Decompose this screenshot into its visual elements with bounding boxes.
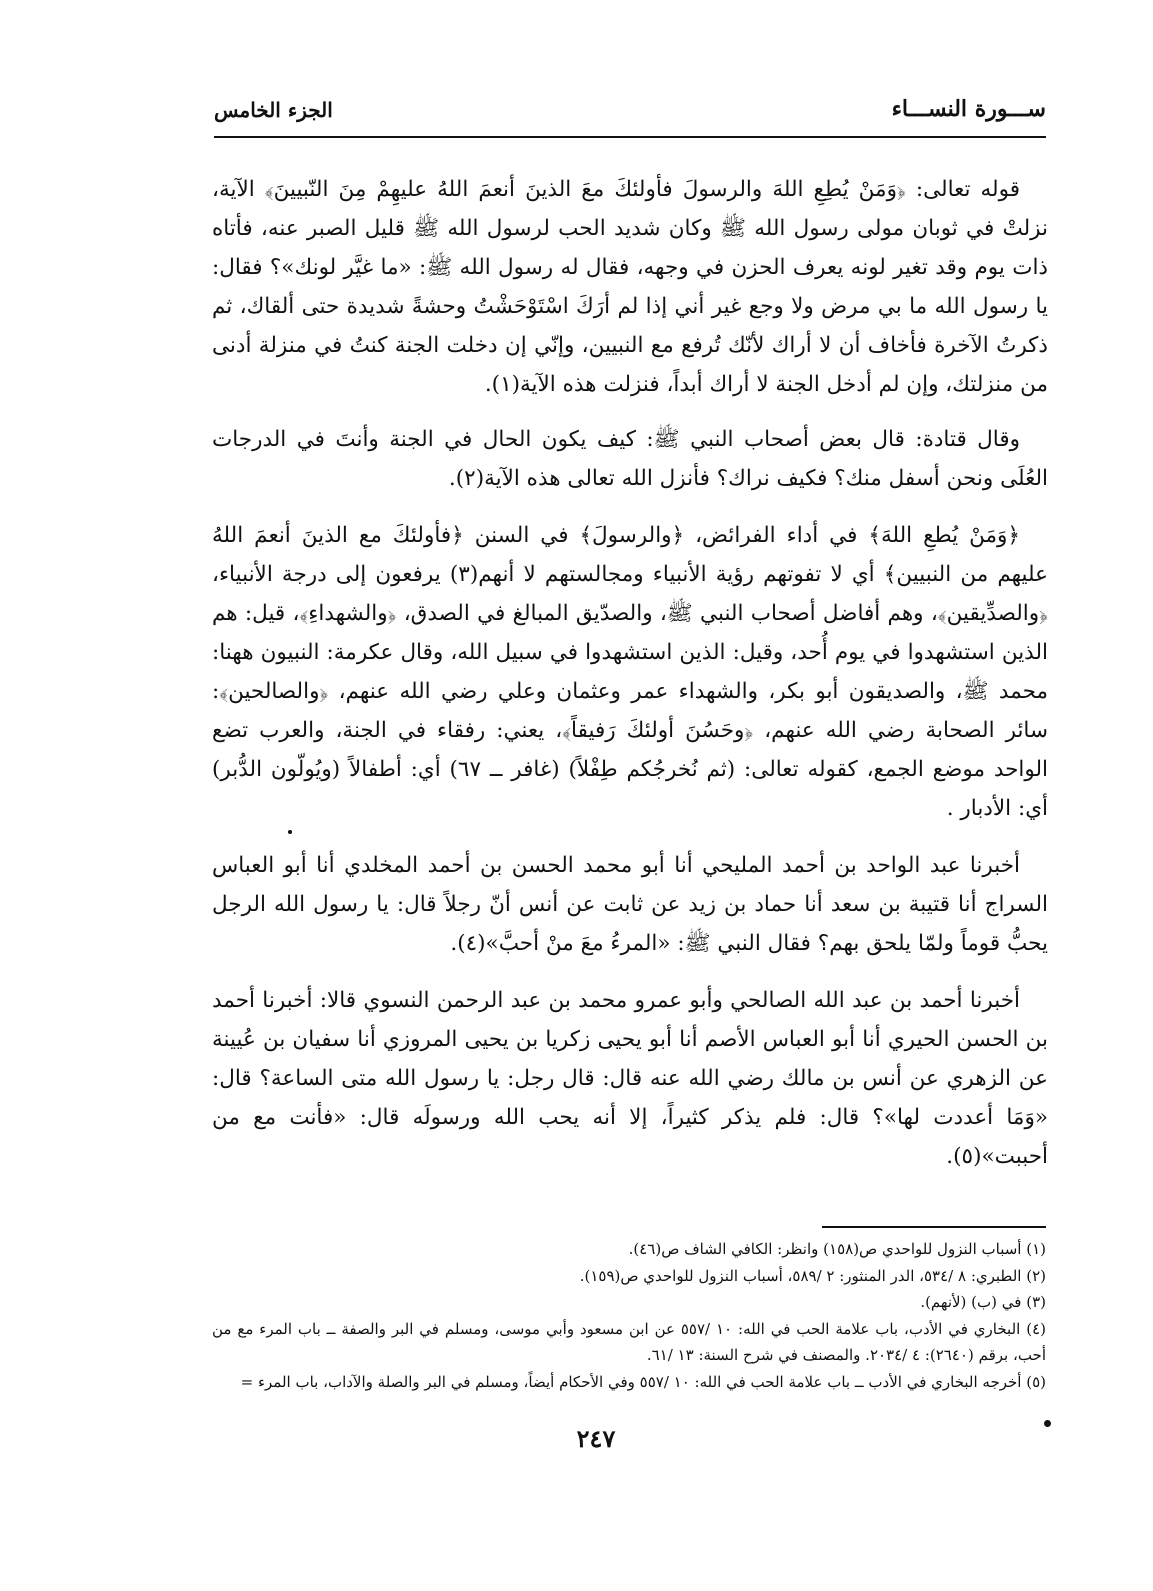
page-number: ٢٤٧ [576,1424,616,1453]
paragraph-5: أخبرنا أحمد بن عبد الله الصالحي وأبو عمرو محمد بن عبد الرحمن النسوي قالا: أخبرنا أحمد بن الحسن الحيري أنا أبو العباس الأصم أنا أبو يحيى زكريا بن يحيى المروزي أنا سفيان بن عُيينة عن الزهري عن أنس بن مالك رضي الله عنه قال: قال رجل: يا رسول الله متى الساعة؟ قال: «وَمَا أعددت لها»؟ قال: فلم يذكر كثيراً، إلا أنه يحب الله ورسولَه قال: «فأنت مع من أحببت»(٥). [212,988,1048,1169]
footnote-1: (١) أسباب النزول للواحدي ص(١٥٨) وانظر: الكافي الشاف ص(٤٦). [628,1240,1046,1258]
paragraph-1: قوله تعالى: ﴿وَمَنْ يُطِعِ اللهَ والرسولَ فأولئكَ معَ الذينَ أنعمَ اللهُ عليهِمْ مِنَ النّبيينَ﴾ الآية، نزلتْ في ثوبان مولى رسول الله ﷺ وكان شديد الحب لرسول الله ﷺ قليل الصبر عنه، فأتاه ذات يوم وقد تغير لونه يعرف الحزن في وجهه، فقال له رسول الله ﷺ: «ما غيَّر لونك»؟ فقال: يا رسول الله ما بي مرض ولا وجع غير أني إذا لم أرَكَ اسْتَوْحَشْتُ وحشةً شديدة حتى ألقاك، ثم ذكرتُ الآخرة فأخاف أن لا أراك لأنّك تُرفع مع النبيين، وإنّي إن دخلت الجنة كنتُ في منزلة أدنى من منزلتك، وإن لم أدخل الجنة لا أراك أبداً، فنزلت هذه الآية(١). [212,177,1048,397]
footnote-4: (٤) البخاري في الأدب، باب علامة الحب في الله: ١٠ /٥٥٧ عن ابن مسعود وأبي موسى، ومسلم في البر والصفة ــ باب المرء مع من أحب، برقم (٢٦٤٠): ٤ /٢٠٣٤. والمصنف في شرح السنة: ١٣ /٦١. [212,1319,1046,1364]
part-title: الجزء الخامس [214,98,333,122]
footnote-divider [822,1226,1046,1228]
scan-dot-mark [1044,1420,1051,1427]
footnote-2: (٢) الطبري: ٨ /٥٣٤، الدر المنثور: ٢ /٥٨٩، أسباب النزول للواحدي ص(١٥٩). [579,1266,1046,1285]
scan-dot-mark [288,830,292,834]
footnotes [212,1236,1046,1395]
paragraph-2: وقال قتادة: قال بعض أصحاب النبي ﷺ: كيف يكون الحال في الجنة وأنتَ في الدرجات العُلَى ونحن أسفل منك؟ فكيف نراك؟ فأنزل الله تعالى هذه الآية(٢). [212,427,1048,491]
header-divider [214,136,1046,138]
running-header [214,96,1046,134]
main-text [212,170,1048,1194]
paragraph-3: ﴿وَمَنْ يُطعِ اللهَ﴾ في أداء الفرائض، ﴿والرسولَ﴾ في السنن ﴿فأولئكَ مع الذينَ أنعمَ اللهُ عليهم من النبيين﴾ أي لا تفوتهم رؤية الأنبياء ومجالستهم لا أنهم(٣) يرفعون إلى درجة الأنبياء، ﴿والصدِّيقين﴾، وهم أفاضل أصحاب النبي ﷺ، والصدّيق المبالغ في الصدق، ﴿والشهداءِ﴾، قيل: هم الذين استشهدوا في يوم أُحد، وقيل: الذين استشهدوا في سبيل الله، وقال عكرمة: النبيون ههنا: محمد ﷺ، والصديقون أبو بكر، والشهداء عمر وعثمان وعلي رضي الله عنهم، ﴿والصالحين﴾: سائر الصحابة رضي الله عنهم، ﴿وحَسُنَ أولئكَ رَفيقاً﴾، يعني: رفقاء في الجنة، والعرب تضع الواحد موضع الجمع، كقوله تعالى: (ثم نُخرجُكم طِفْلاً) (غافر ــ ٦٧) أي: أطفالاً (ويُولّون الدُّبر) أي: الأدبار . [212,523,1048,821]
surah-title: ســـورة النســـاء [891,96,1046,122]
footnote-5: (٥) أخرجه البخاري في الأدب ــ باب علامة الحب في الله: ١٠ /٥٥٧ وفي الأحكام أيضاً، ومسلم في البر والصلة والآداب، باب المرء = [240,1372,1046,1391]
paragraph-4: أخبرنا عبد الواحد بن أحمد المليحي أنا أبو محمد الحسن بن أحمد المخلدي أنا أبو العباس السراج أنا قتيبة بن سعد أنا حماد بن زيد عن ثابت عن أنس أنّ رجلاً قال: يا رسول الله الرجل يحبُّ قوماً ولمّا يلحق بهم؟ فقال النبي ﷺ: «المرءُ معَ منْ أحبَّ»(٤). [212,853,1048,956]
footnote-3: (٣) في (ب) (لأنهم). [920,1293,1046,1311]
